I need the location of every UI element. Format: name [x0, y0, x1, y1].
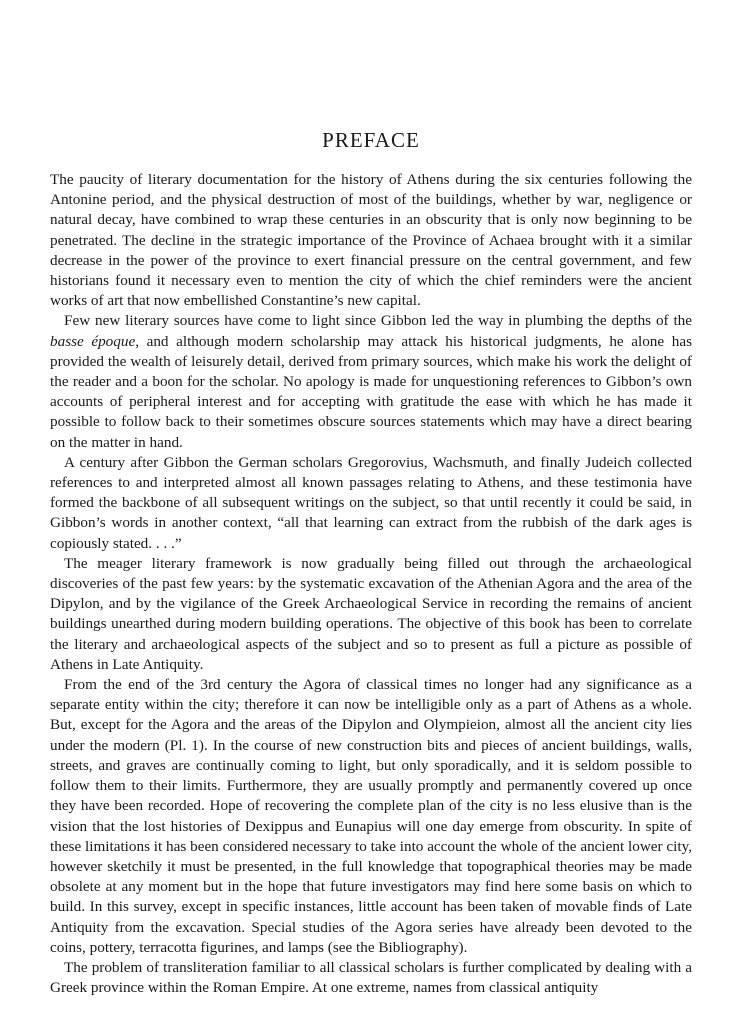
paragraph-1: The paucity of literary documentation for the history of Athens during the six centuries following the Antonine period, and the physical destruction of most of the buildings, whether by war, negligence or natural decay, have combined to wrap these centuries in an obscurity that is only now beginning to be penetrated. The decline in the strategic importance of the Province of Achaea brought with it a similar decrease in the power of the province to exert financial pressure on the central government, and few historians found it necessary even to mention the city of which the chief reminders were the ancient works of art that now embellished Constantine’s new capital. [50, 171, 692, 310]
paragraph-4: The meager literary framework is now gradually being filled out through the archaeological discoveries of the past few years: by the systematic excavation of the Athenian Agora and the area of the Dipylon, and by the vigilance of the Greek Archaeological Service in recording the remains of ancient buildings unearthed during modern building operations. The objective of this book has been to correlate the literary and archaeological aspects of the subject and so to present as full a picture as possible of Athens in Late Antiquity. [50, 554, 692, 673]
preface-body [50, 170, 692, 998]
paragraph-6: The problem of transliteration familiar to all classical scholars is further complicated by dealing with a Greek province within the Roman Empire. At one extreme, names from classical antiquity [50, 958, 692, 997]
paragraph-2-italic: basse époque [50, 332, 136, 350]
page-title: PREFACE [322, 128, 420, 152]
paragraph-2 [50, 311, 692, 452]
paragraph-3: A century after Gibbon the German scholars Gregorovius, Wachsmuth, and finally Judeich collected references to and interpreted almost all known passages relating to Athens, and these testimonia have formed the backbone of all subsequent writings on the subject, so that until recently it could be said, in Gibbon’s words in another context, “all that learning can extract from the rubbish of the dark ages is copiously stated. . . .” [50, 453, 692, 552]
paragraph-2-text-a: Few new literary sources have come to light since Gibbon led the way in plumbing the depths of the [64, 312, 692, 330]
paragraph-5: From the end of the 3rd century the Agora of classical times no longer had any significance as a separate entity within the city; therefore it can now be intelligible only as a part of Athens as a whole. But, except for the Agora and the areas of the Dipylon and Olympieion, almost all the ancient city lies under the modern (Pl. 1). In the course of new construction bits and pieces of ancient buildings, walls, streets, and graves are continually coming to light, but only sporadically, and it is seldom possible to follow them to their limits. Furthermore, they are usually promptly and permanently covered up once they have been recorded. Hope of recovering the complete plan of the city is no less elusive than is the vision that the lost histories of Dexippus and Eunapius will one day emerge from obscurity. In spite of these limitations it has been considered necessary to take into account the whole of the ancient lower city, however sketchily it must be presented, in the full knowledge that topographical theories may be made obsolete at any moment but in the hope that future investigators may find here some basis on which to build. In this survey, except in specific instances, little account has been taken of movable finds of Late Antiquity from the excavation. Special studies of the Agora series have already been devoted to the coins, pottery, terracotta figurines, and lamps (see the Bibliography). [50, 676, 692, 956]
paragraph-2-text-b: , and although modern scholarship may attack his historical judgments, he alone has provided the wealth of leisurely detail, derived from primary sources, which make his work the delight of the reader and a boon for the scholar. No apology is made for unquestioning references to Gibbon’s own accounts of peripheral interest and for accepting with gratitude the ease with which he has made it possible to follow back to their sometimes obscure sources statements which may have a direct bearing on the matter in hand. [50, 332, 692, 451]
